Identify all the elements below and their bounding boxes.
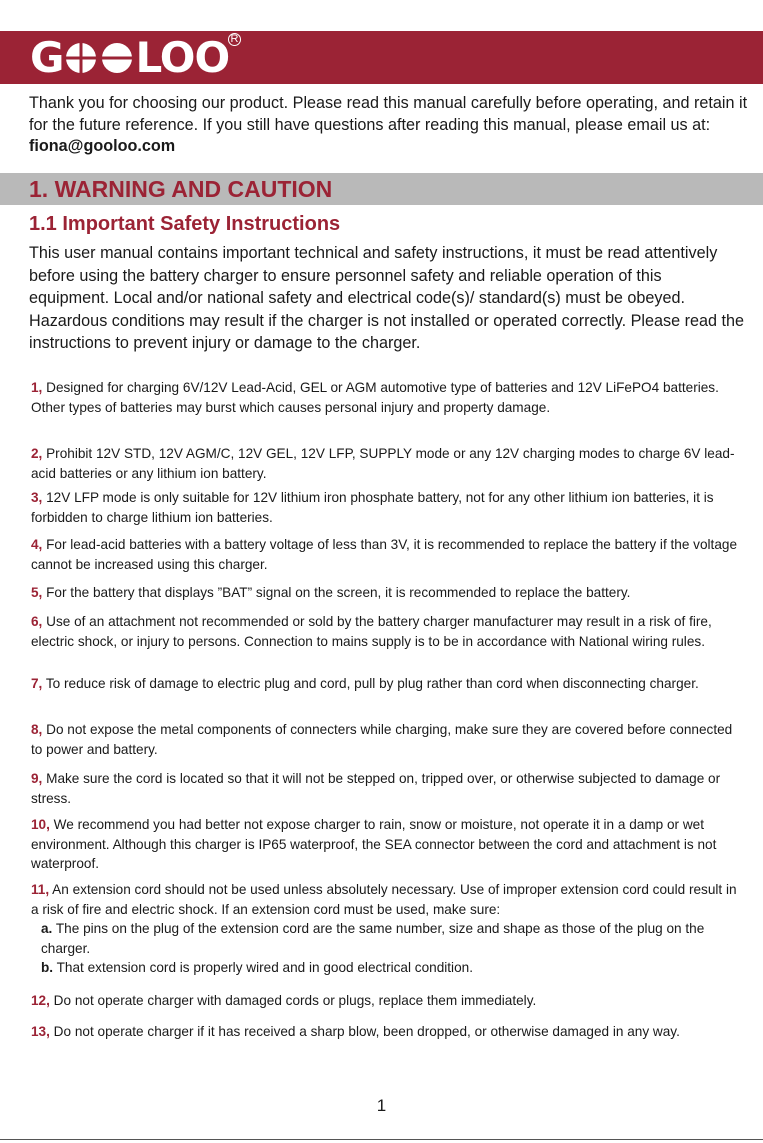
footer-divider [0,1139,763,1140]
logo-cross-circle-icon [65,42,97,74]
instruction-item-9: 9, Make sure the cord is located so that it will not be stepped on, tripped over, or otherwise subjected to damage or stress. [31,771,721,806]
instruction-item-4: 4, For lead-acid batteries with a battery voltage of less than 3V, it is recommended to replace the battery if the voltage cannot be increased using this charger. [31,537,738,572]
sub-item-b: b. That extension cord is properly wired and in good electrical condition. [41,960,473,976]
instruction-item-1: 1, Designed for charging 6V/12V Lead-Acid, GEL or AGM automotive type of batteries and 12V LiFePO4 batteries. Other types of batteries may burst which causes personal injury and property damage. [31,380,719,415]
instruction-item-13: 13, Do not operate charger if it has received a sharp blow, been dropped, or otherwise damaged in any way. [31,1024,680,1039]
instruction-item-8: 8, Do not expose the metal components of connecters while charging, make sure they are covered before connected to power and battery. [31,722,733,757]
brand-logo [30,33,230,82]
safety-intro-paragraph: This user manual contains important technical and safety instructions, it must be read attentively before using the battery charger to ensure personnel safety and reliable operation of this equipment. Local and/or national safety and electrical code(s)/ standard(s) must be obeyed. Hazardous conditions may result if the charger is not installed or operated correctly. Please read the instructions to prevent injury or damage to the charger. [29,244,745,353]
registered-mark: R [228,33,241,46]
section-title: 1. WARNING AND CAUTION [29,176,333,202]
intro-text: Thank you for choosing our product. Please read this manual carefully before operating, and retain it for the future reference. If you still have questions after reading this manual, please email us at: [29,94,748,134]
instruction-item-10: 10, We recommend you had better not expose charger to rain, snow or moisture, not operate it in a damp or wet environment. Although this charger is IP65 waterproof, the SEA connector between the cord and attachment is not waterproof. [31,817,717,872]
sub-item-a: a. The pins on the plug of the extension cord are the same number, size and shape as those of the plug on the charger. [41,921,705,956]
instruction-item-7: 7, To reduce risk of damage to electric plug and cord, pull by plug rather than cord when disconnecting charger. [31,676,699,691]
logo-letter-g: G [30,33,64,82]
instruction-item-2: 2, Prohibit 12V STD, 12V AGM/C, 12V GEL, 12V LFP, SUPPLY mode or any 12V charging modes to charge 6V lead-acid batteries or any lithium ion battery. [31,446,735,481]
subsection-title: 1.1 Important Safety Instructions [29,213,341,235]
instruction-item-12: 12, Do not operate charger with damaged cords or plugs, replace them immediately. [31,993,537,1008]
instruction-item-5: 5, For the battery that displays ”BAT” signal on the screen, it is recommended to replace the battery. [31,585,631,600]
logo-half-circle-icon [101,42,133,74]
page-number: 1 [376,1096,387,1115]
intro-paragraph [29,93,749,158]
instruction-item-11: 11, An extension cord should not be used unless absolutely necessary. Use of improper extension cord could result in a risk of fire and electric shock. If an extension cord must be used, make sure: a. The pins on the plug of the extension cord are the same number, size and shape as those of the plug on the charger. b. That extension cord is properly wired and in good electrical condition. [31,880,743,978]
logo-letters-loo: LOO [135,33,230,82]
instruction-item-3: 3, 12V LFP mode is only suitable for 12V lithium iron phosphate battery, not for any other lithium ion batteries, it is forbidden to charge lithium ion batteries. [31,490,714,525]
contact-email[interactable]: fiona@gooloo.com [29,137,176,155]
instruction-item-6: 6, Use of an attachment not recommended or sold by the battery charger manufacturer may result in a risk of fire, electric shock, or injury to persons. Connection to mains supply is to be in accordance with National wiring rules. [31,614,712,649]
